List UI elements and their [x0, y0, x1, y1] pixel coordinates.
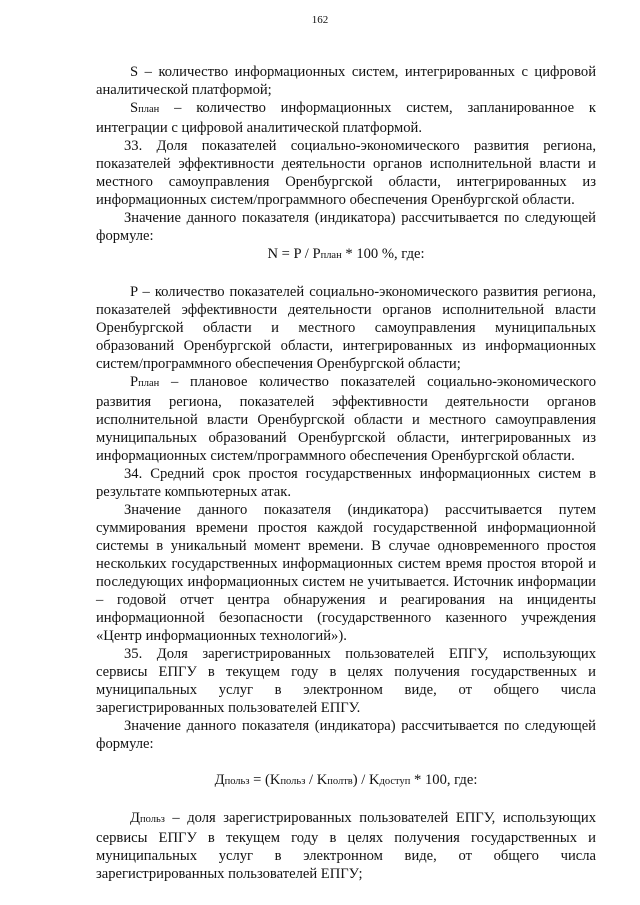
definition-d-polz: Дпольз – доля зарегистрированных пользователей ЕПГУ, использующих сервисы ЕПГУ в текущем году в целях получения государственных и муниципальных услуг в электронном виде, от общего числа зарегистрированных пользователей ЕПГУ;: [96, 810, 596, 882]
formula-intro-2: Значение данного показателя (индикатора) рассчитывается по следующей формуле:: [96, 718, 596, 752]
item-35: 35. Доля зарегистрированных пользователей ЕПГУ, использующих сервисы ЕПГУ в текущем году в целях получения государственных и муниципальных услуг в электронном виде, от общего числа зарегистрированных пользователей ЕПГУ.: [96, 646, 596, 716]
formula-2: Дпольз = (Kпольз / Kполтв) / Kдоступ * 100, где:: [214, 772, 478, 788]
definition-p: P – количество показателей социально-экономического развития региона, показателей эффективности деятельности органов исполнительной власти Оренбургской области и местного самоуправления муниципальных образований Оренбургской области, интегрированных из информационных систем/программного обеспечения Оренбургской области;: [96, 284, 596, 372]
formula-1: N = P / Pплан * 100 %, где:: [267, 246, 425, 262]
definition-s: S – количество информационных систем, интегрированных с цифровой аналитической платформой;: [96, 64, 596, 98]
document-body: [96, 63, 596, 883]
formula-intro-1: Значение данного показателя (индикатора) рассчитывается по следующей формуле:: [96, 210, 596, 244]
item-34: 34. Средний срок простоя государственных информационных систем в результате компьютерных атак.: [96, 466, 596, 500]
page-number: 162: [311, 14, 329, 26]
item-34-description: Значение данного показателя (индикатора) рассчитывается путем суммирования времени простоя каждой государственной информационной системы в уникальный момент времени. В случае одновременного простоя нескольких государственных информационных систем время простоя второй и последующих информационных систем не учитывается. Источник информации – годовой отчет центра обнаружения и реагирования на инциденты информационной безопасности (государственного казенного учреждения «Центр информационных технологий»).: [96, 502, 596, 644]
definition-p-plan: Pплан – плановое количество показателей социально-экономического развития региона, показателей эффективности деятельности органов исполнительной власти Оренбургской области и местного самоуправления муниципальных образований Оренбургской области, интегрированных из информационных систем/программного обеспечения Оренбургской области.: [96, 374, 596, 464]
definition-s-plan: Sплан – количество информационных систем, запланированное к интеграции с цифровой аналитической платформой.: [96, 100, 596, 136]
item-33: 33. Доля показателей социально-экономического развития региона, показателей эффективности деятельности органов исполнительной власти и местного самоуправления Оренбургской области, интегрированных из информационных систем/программного обеспечения Оренбургской области.: [96, 138, 596, 208]
